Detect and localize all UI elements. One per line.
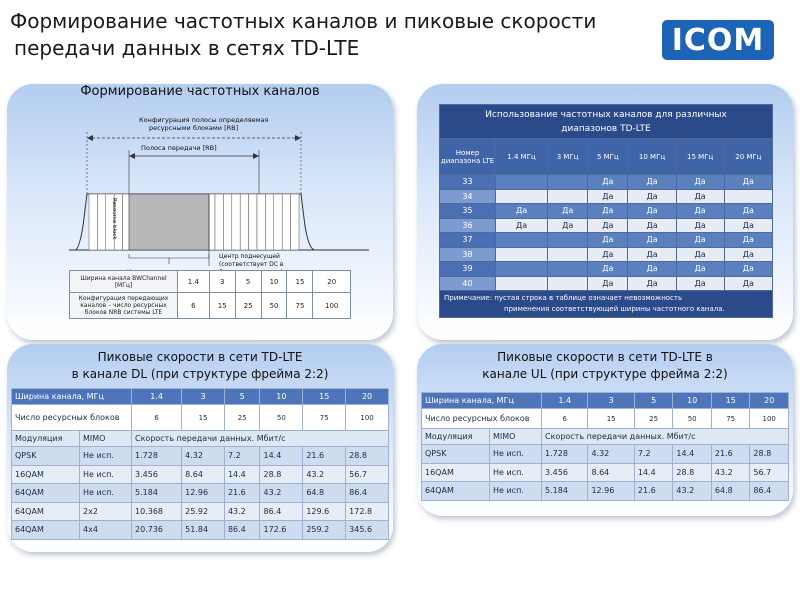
table-row	[422, 429, 789, 445]
modulation-cell: 64QAM	[12, 484, 80, 503]
table-cell: 1.4	[178, 271, 210, 293]
ul-rate-table	[421, 392, 789, 501]
rate-cell: 5.184	[542, 482, 588, 501]
table-row	[440, 262, 773, 277]
logo-text: ICOM	[671, 22, 765, 58]
table-row	[12, 484, 389, 503]
bandwidth-label: Ширина канала, МГц	[422, 393, 542, 409]
bandwidth-cell: 20	[346, 389, 389, 405]
rate-cell: 1.728	[542, 445, 588, 464]
table-row	[12, 521, 389, 540]
table-cell: 20	[313, 271, 351, 293]
rate-cell: 21.6	[224, 484, 260, 503]
ul-panel-title	[417, 349, 793, 383]
table-cell: 15	[209, 293, 235, 319]
rate-cell: 43.2	[711, 463, 750, 482]
table-cell: Да	[676, 262, 724, 277]
table-row	[12, 405, 389, 431]
table-cell: Да	[628, 233, 676, 248]
rate-cell: 12.96	[588, 482, 634, 501]
table-row	[12, 502, 389, 521]
rb-cell: 25	[634, 409, 673, 429]
mimo-cell: Не исп.	[490, 482, 542, 501]
table-row	[440, 247, 773, 262]
col-header: 10 МГц	[628, 139, 676, 175]
resource-block	[97, 194, 105, 250]
resource-block	[240, 194, 248, 250]
rate-cell: 64.8	[303, 484, 346, 503]
dl-panel	[7, 344, 393, 552]
col-header: 3 МГц	[548, 139, 588, 175]
rate-cell: 172.8	[346, 502, 389, 521]
table-cell: Да	[676, 247, 724, 262]
table-cell: Да	[628, 189, 676, 204]
rate-cell: 7.2	[634, 445, 673, 464]
modulation-cell: QPSK	[422, 445, 490, 464]
table-cell: 15	[287, 271, 313, 293]
table-cell	[548, 175, 588, 190]
table-cell: Да	[676, 233, 724, 248]
table-cell: Да	[548, 204, 588, 219]
table-cell: Да	[724, 276, 772, 291]
ul-title-1: Пиковые скорости в сети TD-LTE в	[497, 350, 713, 364]
rate-cell: 28.8	[673, 463, 712, 482]
table-cell: Да	[588, 204, 628, 219]
rb-cell: 100	[346, 405, 389, 431]
table-cell	[724, 189, 772, 204]
rate-cell: 7.2	[224, 447, 260, 466]
modulation-cell: 64QAM	[422, 482, 490, 501]
rate-cell: 25.92	[182, 502, 225, 521]
table-row	[422, 445, 789, 464]
band-number: 38	[440, 247, 496, 262]
rate-label: Скорость передачи данных. Мбит/с	[542, 429, 789, 445]
rate-cell: 28.8	[346, 447, 389, 466]
band-usage-table	[439, 104, 773, 318]
table-cell: Да	[588, 247, 628, 262]
rate-cell: 14.4	[673, 445, 712, 464]
band-table-title	[440, 105, 773, 139]
table-cell: 3	[209, 271, 235, 293]
note-line-2: применения соответствующей ширины частотного канала.	[504, 305, 725, 313]
rate-cell: 28.8	[750, 445, 789, 464]
table-cell	[548, 262, 588, 277]
table-cell	[548, 233, 588, 248]
rate-cell: 129.6	[303, 502, 346, 521]
note-row	[440, 291, 773, 318]
table-cell: Да	[628, 276, 676, 291]
table-cell: Да	[676, 276, 724, 291]
table-cell: 100	[313, 293, 351, 319]
resource-block	[291, 194, 299, 250]
band-number: 34	[440, 189, 496, 204]
resource-block	[257, 194, 265, 250]
table-cell: Да	[676, 218, 724, 233]
table-cell: Да	[588, 175, 628, 190]
band-number: 33	[440, 175, 496, 190]
rate-cell: 259.2	[303, 521, 346, 540]
rate-cell: 43.2	[224, 502, 260, 521]
band-number: 39	[440, 262, 496, 277]
table-cell	[548, 247, 588, 262]
rate-cell: 14.4	[260, 447, 303, 466]
table-cell: Да	[676, 204, 724, 219]
table-cell: 25	[235, 293, 261, 319]
rb-cell: 75	[711, 409, 750, 429]
rate-cell: 5.184	[132, 484, 182, 503]
rb-cell: 6	[132, 405, 182, 431]
band-label: Полоса передачи [RB]	[141, 144, 217, 152]
bandwidth-cell: 5	[224, 389, 260, 405]
table-row	[70, 293, 351, 319]
table-cell	[496, 233, 548, 248]
modulation-cell: 16QAM	[12, 465, 80, 484]
config-label-2: ресурсными блоками [RB]	[149, 124, 239, 132]
rb-cell: 15	[182, 405, 225, 431]
bandwidth-row-label: Ширина канала BWChannel [МГц]	[70, 271, 178, 293]
table-cell: 10	[261, 271, 287, 293]
resource-block	[274, 194, 282, 250]
channel-diagram	[69, 106, 369, 274]
mimo-label: MIMO	[80, 431, 132, 447]
rate-cell: 20.736	[132, 521, 182, 540]
rate-cell: 8.64	[182, 465, 225, 484]
table-cell: Да	[724, 262, 772, 277]
table-cell: Да	[588, 218, 628, 233]
bandwidth-cell: 3	[182, 389, 225, 405]
mimo-cell: Не исп.	[80, 465, 132, 484]
band-note	[440, 291, 773, 318]
table-row	[12, 431, 389, 447]
band-number: 35	[440, 204, 496, 219]
table-cell: 50	[261, 293, 287, 319]
resource-block	[215, 194, 223, 250]
table-cell: Да	[628, 247, 676, 262]
rate-cell: 172.6	[260, 521, 303, 540]
rb-cell: 25	[224, 405, 260, 431]
table-row	[422, 463, 789, 482]
mimo-cell: Не исп.	[80, 484, 132, 503]
band-table-title-1: Использование частотных каналов для различных	[485, 109, 727, 120]
bandwidth-cell: 10	[260, 389, 303, 405]
table-row	[12, 465, 389, 484]
table-cell: 5	[235, 271, 261, 293]
modulation-cell: 64QAM	[12, 502, 80, 521]
rate-cell: 86.4	[346, 484, 389, 503]
table-cell: Да	[724, 247, 772, 262]
config-label-1: Конфигурация полосы определяемая	[139, 116, 269, 124]
rb-label: Число ресурсных блоков	[422, 409, 542, 429]
rate-cell: 21.6	[303, 447, 346, 466]
rate-cell: 51.84	[182, 521, 225, 540]
table-cell	[548, 276, 588, 291]
table-cell: Да	[496, 218, 548, 233]
table-cell	[548, 189, 588, 204]
resource-block	[232, 194, 240, 250]
table-cell: Да	[676, 175, 724, 190]
table-cell: Да	[588, 262, 628, 277]
table-row	[440, 175, 773, 190]
rate-cell: 86.4	[224, 521, 260, 540]
rb-cell: 6	[542, 409, 588, 429]
rate-cell: 21.6	[634, 482, 673, 501]
table-cell: Да	[628, 175, 676, 190]
table-cell: Да	[676, 189, 724, 204]
rate-cell: 28.8	[260, 465, 303, 484]
col-header: 15 МГц	[676, 139, 724, 175]
table-row	[440, 189, 773, 204]
page-title	[10, 8, 650, 62]
table-cell: Да	[496, 204, 548, 219]
table-row	[440, 218, 773, 233]
bandwidth-rb-table	[69, 270, 351, 319]
rate-cell: 3.456	[132, 465, 182, 484]
rate-cell: 3.456	[542, 463, 588, 482]
band-table-title-2: диапазонов TD-LTE	[561, 123, 651, 134]
rate-cell: 43.2	[260, 484, 303, 503]
col-header: 5 МГц	[588, 139, 628, 175]
rate-cell: 43.2	[673, 482, 712, 501]
band-number: 40	[440, 276, 496, 291]
dl-panel-title	[7, 349, 393, 383]
table-cell: Да	[628, 262, 676, 277]
table-row	[440, 276, 773, 291]
table-row	[70, 271, 351, 293]
channels-panel-title: Формирование частотных каналов	[80, 84, 320, 99]
modulation-cell: 64QAM	[12, 521, 80, 540]
table-header-row	[440, 105, 773, 139]
table-cell: 6	[178, 293, 210, 319]
table-cell	[496, 247, 548, 262]
table-row	[422, 482, 789, 501]
ul-title-2: канале UL (при структуре фрейма 2:2)	[482, 367, 728, 381]
rate-cell: 21.6	[711, 445, 750, 464]
mimo-cell: Не исп.	[490, 445, 542, 464]
bandwidth-cell: 15	[303, 389, 346, 405]
bandwidth-cell: 20	[750, 393, 789, 409]
bandwidth-label: Ширина канала, МГц	[12, 389, 132, 405]
rate-cell: 1.728	[132, 447, 182, 466]
table-header-row	[12, 389, 389, 405]
table-cell: Да	[724, 233, 772, 248]
table-cell	[496, 262, 548, 277]
mimo-cell: 2x2	[80, 502, 132, 521]
rate-cell: 8.64	[588, 463, 634, 482]
rate-cell: 43.2	[303, 465, 346, 484]
icom-logo	[662, 20, 774, 60]
rate-cell: 56.7	[750, 463, 789, 482]
rate-cell: 56.7	[346, 465, 389, 484]
rate-cell: 86.4	[750, 482, 789, 501]
mimo-label: MIMO	[490, 429, 542, 445]
rb-cell: 15	[588, 409, 634, 429]
dl-rate-table	[11, 388, 389, 540]
rate-cell: 64.8	[711, 482, 750, 501]
mimo-cell: 4x4	[80, 521, 132, 540]
rate-cell: 12.96	[182, 484, 225, 503]
rb-cell: 75	[303, 405, 346, 431]
table-cell: Да	[588, 233, 628, 248]
mimo-cell: Не исп.	[80, 447, 132, 466]
col-header: 1.4 МГц	[496, 139, 548, 175]
rate-label: Скорость передачи данных. Мбит/с	[132, 431, 389, 447]
table-cell: Да	[548, 218, 588, 233]
rate-cell: 4.32	[182, 447, 225, 466]
modulation-cell: QPSK	[12, 447, 80, 466]
bands-panel	[417, 84, 793, 340]
table-cell	[496, 276, 548, 291]
band-number: 36	[440, 218, 496, 233]
center-label-2: (соответствует DC в	[219, 261, 284, 268]
resource-block-label: Resource block	[111, 198, 117, 240]
rb-row-label: Конфигурация передающих каналов – число ресурсных блоков NRB системы LTE	[70, 293, 178, 319]
rate-cell: 14.4	[224, 465, 260, 484]
resource-block	[89, 194, 97, 250]
dl-title-1: Пиковые скорости в сети TD-LTE	[97, 350, 303, 364]
bandwidth-cell: 3	[588, 393, 634, 409]
rate-cell: 14.4	[634, 463, 673, 482]
modulation-cell: 16QAM	[422, 463, 490, 482]
table-cell: Да	[724, 175, 772, 190]
rate-cell: 86.4	[260, 502, 303, 521]
bandwidth-cell: 1.4	[542, 393, 588, 409]
table-cell: Да	[724, 204, 772, 219]
table-header-row	[422, 393, 789, 409]
mimo-cell: Не исп.	[490, 463, 542, 482]
table-row	[440, 204, 773, 219]
bandwidth-cell: 15	[711, 393, 750, 409]
title-line-2: передачи данных в сетях TD-LTE	[14, 36, 360, 60]
table-cell	[496, 175, 548, 190]
rb-cell: 50	[673, 409, 712, 429]
table-cell: Да	[628, 204, 676, 219]
col-band: Номер диапазона LTE	[440, 139, 496, 175]
channels-panel	[7, 84, 393, 340]
note-line-1: Примечание: пустая строка в таблице означает невозможность	[444, 294, 683, 302]
rb-label: Число ресурсных блоков	[12, 405, 132, 431]
rb-cell: 50	[260, 405, 303, 431]
bandwidth-cell: 10	[673, 393, 712, 409]
table-cell: Да	[588, 189, 628, 204]
ul-panel	[417, 344, 793, 516]
resource-block	[265, 194, 273, 250]
resource-block	[249, 194, 257, 250]
bandwidth-cell: 1.4	[132, 389, 182, 405]
table-cell: Да	[588, 276, 628, 291]
modulation-label: Модуляция	[422, 429, 490, 445]
table-row	[440, 233, 773, 248]
bandwidth-cell: 5	[634, 393, 673, 409]
rate-cell: 4.32	[588, 445, 634, 464]
column-header-row	[440, 139, 773, 175]
table-cell: Да	[724, 218, 772, 233]
title-line-1: Формирование частотных каналов и пиковые скорости	[10, 9, 597, 33]
col-header: 20 МГц	[724, 139, 772, 175]
band-number: 37	[440, 233, 496, 248]
rate-cell: 10.368	[132, 502, 182, 521]
table-cell: Да	[628, 218, 676, 233]
table-cell	[496, 189, 548, 204]
center-label-1: Центр поднесущей	[219, 253, 280, 260]
resource-block	[223, 194, 231, 250]
modulation-label: Модуляция	[12, 431, 80, 447]
rb-cell: 100	[750, 409, 789, 429]
resource-block	[282, 194, 290, 250]
table-row	[422, 409, 789, 429]
rate-cell: 345.6	[346, 521, 389, 540]
table-row	[12, 447, 389, 466]
table-cell: 75	[287, 293, 313, 319]
dl-title-2: в канале DL (при структуре фрейма 2:2)	[71, 367, 329, 381]
